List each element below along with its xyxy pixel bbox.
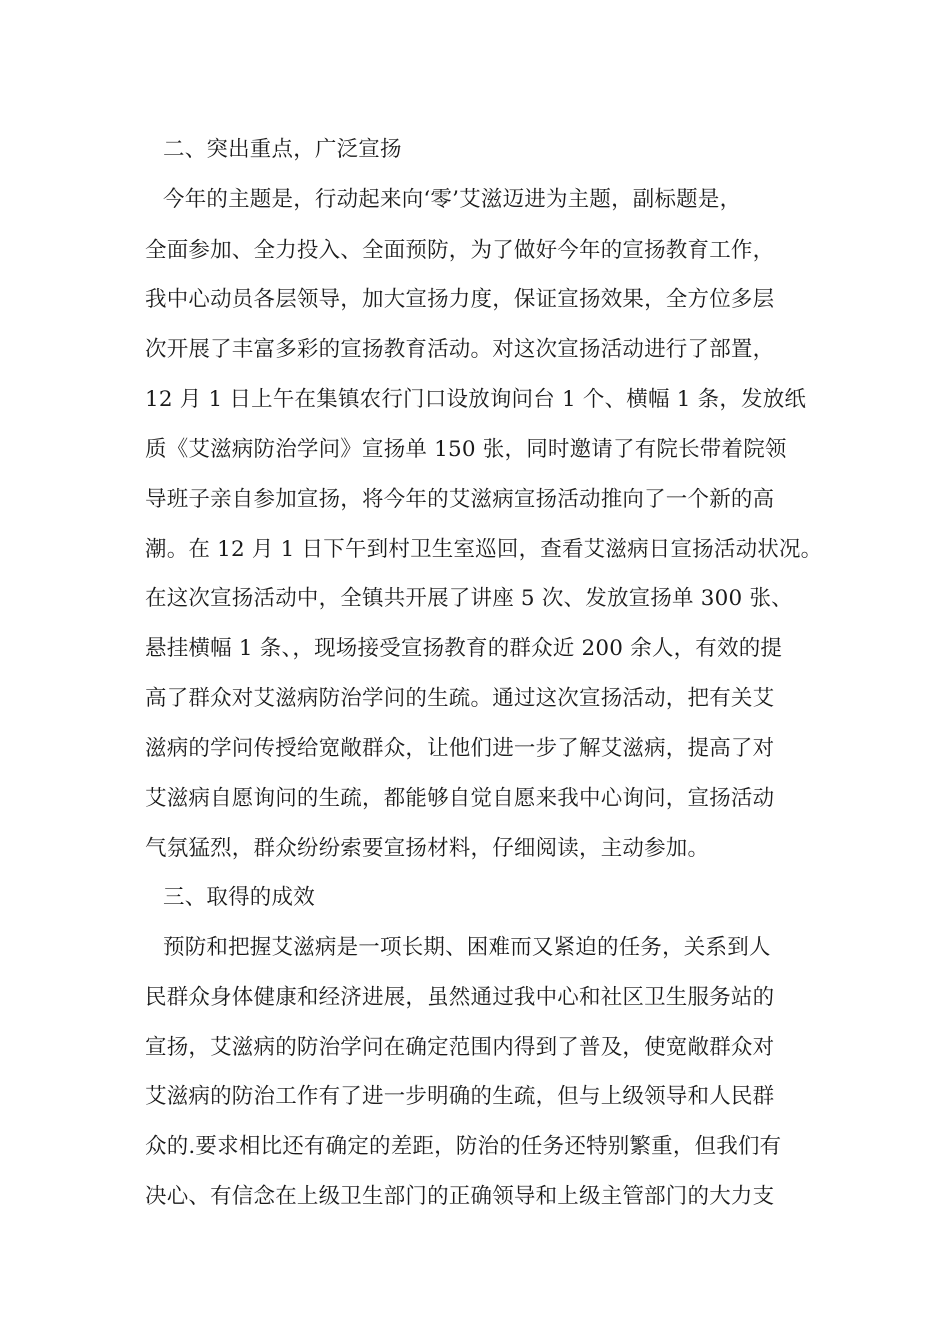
paragraph-line: 民群众身体健康和经济进展，虽然通过我中心和社区卫生服务站的 <box>145 985 775 1010</box>
paragraph-line: 艾滋病的防治工作有了进一步明确的生疏，但与上级领导和人民群 <box>145 1084 775 1109</box>
paragraph-line: 宣扬，艾滋病的防治学问在确定范围内得到了普及，使宽敞群众对 <box>145 1035 775 1060</box>
paragraph-line: 次开展了丰富多彩的宣扬教育活动。对这次宣扬活动进行了部置， <box>145 337 775 362</box>
paragraph-line: 艾滋病自愿询问的生疏，都能够自觉自愿来我中心询问，宣扬活动 <box>145 786 775 811</box>
paragraph-line: 预防和把握艾滋病是一项长期、困难而又紧迫的任务，关系到人 <box>163 935 771 960</box>
paragraph-line: 众的.要求相比还有确定的差距，防治的任务还特别繁重，但我们有 <box>145 1134 782 1159</box>
section-heading-2: 二、突出重点，广泛宣扬 <box>163 137 402 162</box>
paragraph-line: 我中心动员各层领导，加大宣扬力度，保证宣扬效果，全方位多层 <box>145 287 775 312</box>
paragraph-line: 决心、有信念在上级卫生部门的正确领导和上级主管部门的大力支 <box>145 1184 775 1209</box>
paragraph-line: 气氛猛烈，群众纷纷索要宣扬材料，仔细阅读，主动参加。 <box>145 836 710 861</box>
section-heading-3: 三、取得的成效 <box>163 885 315 910</box>
paragraph-line: 在这次宣扬活动中，全镇共开展了讲座 5 次、发放宣扬单 300 张、 <box>145 586 793 611</box>
paragraph-line: 滋病的学问传授给宽敞群众，让他们进一步了解艾滋病，提高了对 <box>145 736 775 761</box>
paragraph-line: 悬挂横幅 1 条、，现场接受宣扬教育的群众近 200 余人，有效的提 <box>145 636 783 661</box>
paragraph-line: 高了群众对艾滋病防治学问的生疏。通过这次宣扬活动，把有关艾 <box>145 686 775 711</box>
paragraph-line: 全面参加、全力投入、全面预防，为了做好今年的宣扬教育工作， <box>145 238 775 263</box>
paragraph-line: 今年的主题是，行动起来向‘零’艾滋迈进为主题，副标题是， <box>163 187 742 212</box>
paragraph-line: 质《艾滋病防治学问》宣扬单 150 张，同时邀请了有院长带着院领 <box>145 437 787 462</box>
paragraph-line: 12 月 1 日上午在集镇农行门口设放询问台 1 个、横幅 1 条，发放纸 <box>145 387 807 412</box>
paragraph-line: 潮。在 12 月 1 日下午到村卫生室巡回，查看艾滋病日宣扬活动状况。 <box>145 537 823 562</box>
paragraph-line: 导班子亲自参加宣扬，将今年的艾滋病宣扬活动推向了一个新的高 <box>145 487 775 512</box>
